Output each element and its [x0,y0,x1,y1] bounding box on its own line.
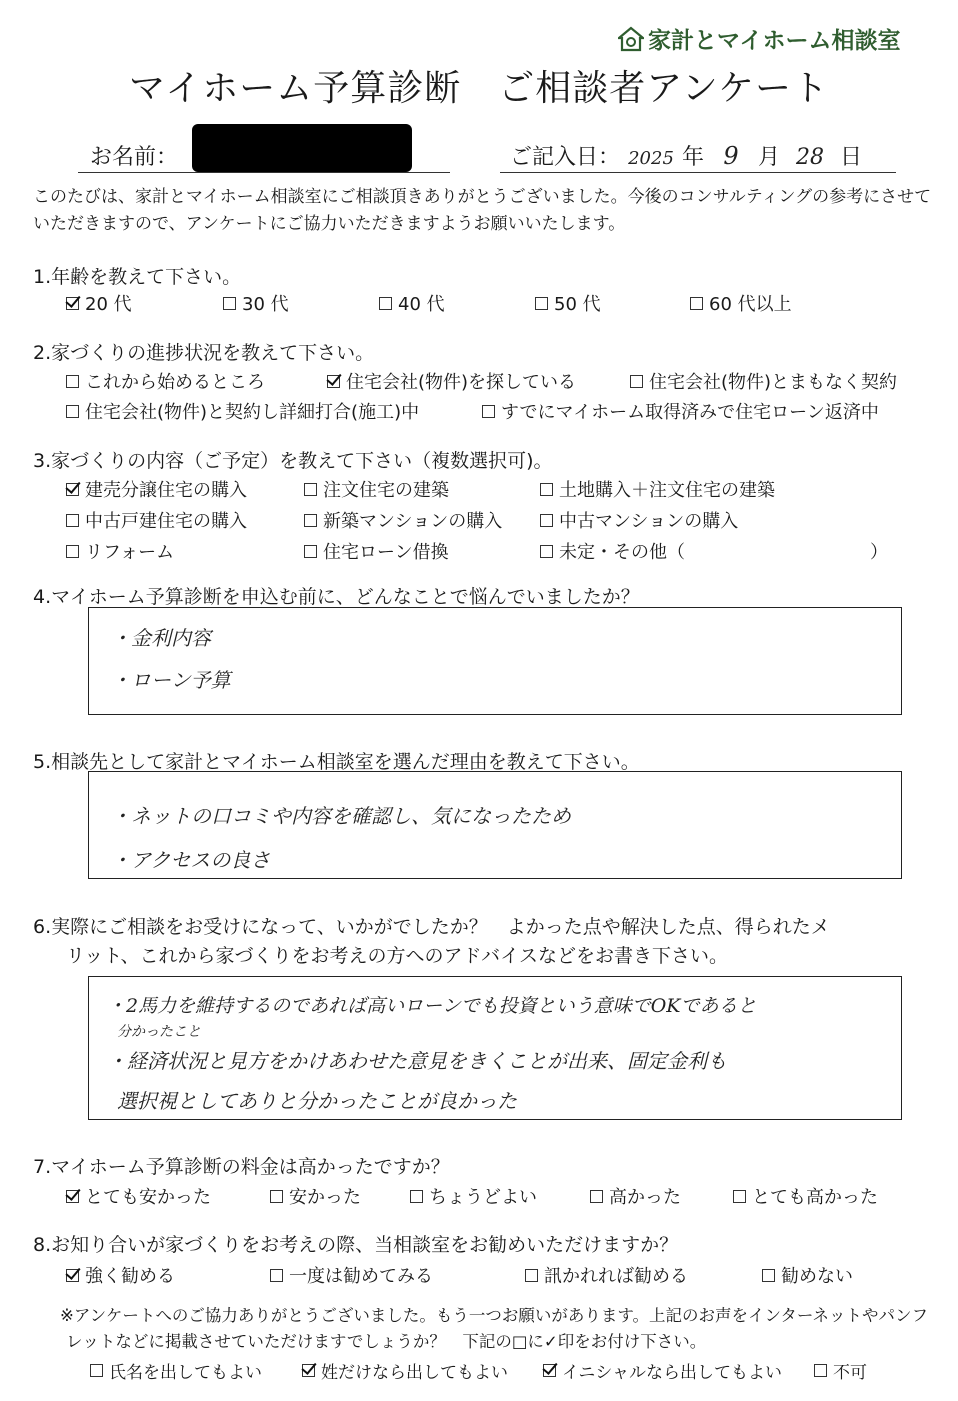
q6-answer-line: ・2馬力を維持するのであれば高いローンでも投資という意味でOKであると [107,995,757,1017]
q1-option-20s[interactable]: 20 代 [66,290,132,316]
q6-answer-box[interactable] [88,976,902,1120]
q5-answer-box[interactable] [88,771,902,879]
checkbox-icon [66,545,79,558]
q6-label-line1: 6.実際にご相談をお受けになって、いかがでしたか？ よかった点や解決した点、得られたメ [33,916,830,938]
publish-option-initials[interactable]: イニシャルなら出してもよい [543,1358,782,1383]
checkbox-icon [733,1190,746,1203]
q7-option-very-expensive[interactable]: とても高かった [733,1183,878,1209]
checkbox-icon [270,1269,283,1282]
q1-option-60s-plus[interactable]: 60 代以上 [690,290,792,316]
checkbox-icon [540,483,553,496]
q2-label: 2.家づくりの進捗状況を教えて下さい。 [33,342,375,364]
q8-label: 8.お知り合いが家づくりをお考えの際、当相談室をお勧めいただけますか？ [33,1234,679,1256]
q5-label: 5.相談先として家計とマイホーム相談室を選んだ理由を教えて下さい。 [33,751,640,773]
q8-option-once[interactable]: 一度は勧めてみる [270,1262,433,1288]
q5-answer-line: ・ネットの口コミや内容を確認し、気になったため [111,804,571,828]
q2-option-repaying[interactable]: すでにマイホーム取得済みで住宅ローン返済中 [482,398,879,424]
q1-option-40s[interactable]: 40 代 [379,290,445,316]
q5-answer-line: ・アクセスの良さ [111,848,271,872]
q8-option-strongly[interactable]: 強く勧める [66,1262,175,1288]
checkbox-icon [540,545,553,558]
q1-option-30s[interactable]: 30 代 [223,290,289,316]
q7-label: 7.マイホーム予算診断の料金は高かったですか？ [33,1156,450,1178]
q8-option-if-asked[interactable]: 訊かれれば勧める [525,1262,688,1288]
checkbox-icon [762,1269,775,1282]
q6-answer-line: 分かったこと [117,1024,201,1040]
house-icon [618,26,644,52]
note-line2: レットなどに掲載させていただけますでしょうか？ 下記の□に✓印をお付け下さい。 [66,1332,707,1351]
checkbox-icon [270,1190,283,1203]
q2-option-contracted[interactable]: 住宅会社(物件)と契約し詳細打合(施工)中 [66,398,419,424]
note-line1: ※アンケートへのご協力ありがとうございました。もう一つお願いがあります。上記のお声をインターネットやパンフ [60,1306,929,1325]
publish-option-full-name[interactable]: 氏名を出してもよい [90,1358,262,1383]
name-label: お名前： [90,145,179,170]
q1-label: 1.年齢を教えて下さい。 [33,266,242,288]
checkbox-icon [66,375,79,388]
q7-option-very-cheap[interactable]: とても安かった [66,1183,211,1209]
date-underline [500,172,896,173]
logo [618,22,901,55]
date-day: 28 [796,145,825,170]
checkbox-checked-icon [543,1364,556,1377]
checkbox-icon [379,297,392,310]
date-day-unit: 日 [840,145,863,170]
date-month: 9 [723,142,739,170]
checkbox-icon [535,297,548,310]
checkbox-icon [410,1190,423,1203]
page-title: マイホーム予算診断 ご相談者アンケート [128,68,830,109]
q1-option-50s[interactable]: 50 代 [535,290,601,316]
checkbox-icon [223,297,236,310]
logo-text: 家計とマイホーム相談室 [648,28,901,54]
checkbox-icon [814,1364,827,1377]
q6-label-line2: リット、これから家づくりをお考えの方へのアドバイスなどをお書き下さい。 [66,945,728,967]
publish-option-surname[interactable]: 姓だけなら出してもよい [302,1358,508,1383]
q8-option-no[interactable]: 勧めない [762,1262,853,1288]
checkbox-icon [540,514,553,527]
q7-option-expensive[interactable]: 高かった [590,1183,681,1209]
q6-answer-line: ・経済状況と見方をかけあわせた意見をきくことが出来、固定金利も [107,1049,727,1073]
checkbox-checked-icon [302,1364,315,1377]
publish-option-no[interactable]: 不可 [814,1358,867,1383]
checkbox-icon [482,405,495,418]
q3-option-ready-built[interactable]: 建売分譲住宅の購入 [66,476,247,502]
checkbox-checked-icon [66,483,79,496]
q7-option-cheap[interactable]: 安かった [270,1183,361,1209]
checkbox-icon [590,1190,603,1203]
checkbox-icon [304,545,317,558]
checkbox-checked-icon [66,1269,79,1282]
checkbox-icon [66,405,79,418]
date-year-unit: 年 [682,145,705,170]
checkbox-icon [525,1269,538,1282]
checkbox-icon [90,1364,103,1377]
checkbox-icon [304,514,317,527]
q7-option-just-right[interactable]: ちょうどよい [410,1183,537,1209]
q3-other-close-paren: ） [870,542,888,563]
q3-option-new-condo[interactable]: 新築マンションの購入 [304,507,502,533]
q3-option-used-condo[interactable]: 中古マンションの購入 [540,507,738,533]
q3-option-land-custom[interactable]: 土地購入＋注文住宅の建築 [540,476,775,502]
q3-option-custom-home[interactable]: 注文住宅の建築 [304,476,449,502]
date-year: 2025 [628,148,674,169]
q2-option-starting[interactable]: これから始めるところ [66,368,265,394]
checkbox-icon [630,375,643,388]
q4-answer-box[interactable] [88,607,902,715]
checkbox-checked-icon [66,1190,79,1203]
q4-answer-line: ・ローン予算 [111,668,231,692]
q3-label: 3.家づくりの内容（ご予定）を教えて下さい（複数選択可)。 [33,450,553,472]
date-month-unit: 月 [758,145,781,170]
checkbox-icon [690,297,703,310]
q4-answer-line: ・金利内容 [111,626,211,650]
q2-option-searching[interactable]: 住宅会社(物件)を探している [327,368,576,394]
q2-option-contract-soon[interactable]: 住宅会社(物件)とまもなく契約 [630,368,897,394]
checkbox-checked-icon [66,297,79,310]
name-underline [78,172,450,173]
q3-option-refinance[interactable]: 住宅ローン借換 [304,538,449,564]
q6-answer-line: 選択視としてありと分かったことが良かった [117,1089,517,1113]
q3-option-other[interactable]: 未定・その他（ [540,538,685,564]
intro-text: このたびは、家計とマイホーム相談室にご相談頂きありがとうございました。今後のコンサルティングの参考にさせていただきますので、アンケートにご協力いただきますようお願いいたします。 [33,187,932,234]
checkbox-checked-icon [327,375,340,388]
date-label: ご記入日： [510,145,621,170]
q3-option-used-house[interactable]: 中古戸建住宅の購入 [66,507,247,533]
checkbox-icon [66,514,79,527]
q4-label: 4.マイホーム予算診断を申込む前に、どんなことで悩んでいましたか？ [33,586,640,608]
q3-option-reform[interactable]: リフォーム [66,538,174,564]
redacted-name [192,124,412,172]
checkbox-icon [304,483,317,496]
date-field [510,140,862,171]
